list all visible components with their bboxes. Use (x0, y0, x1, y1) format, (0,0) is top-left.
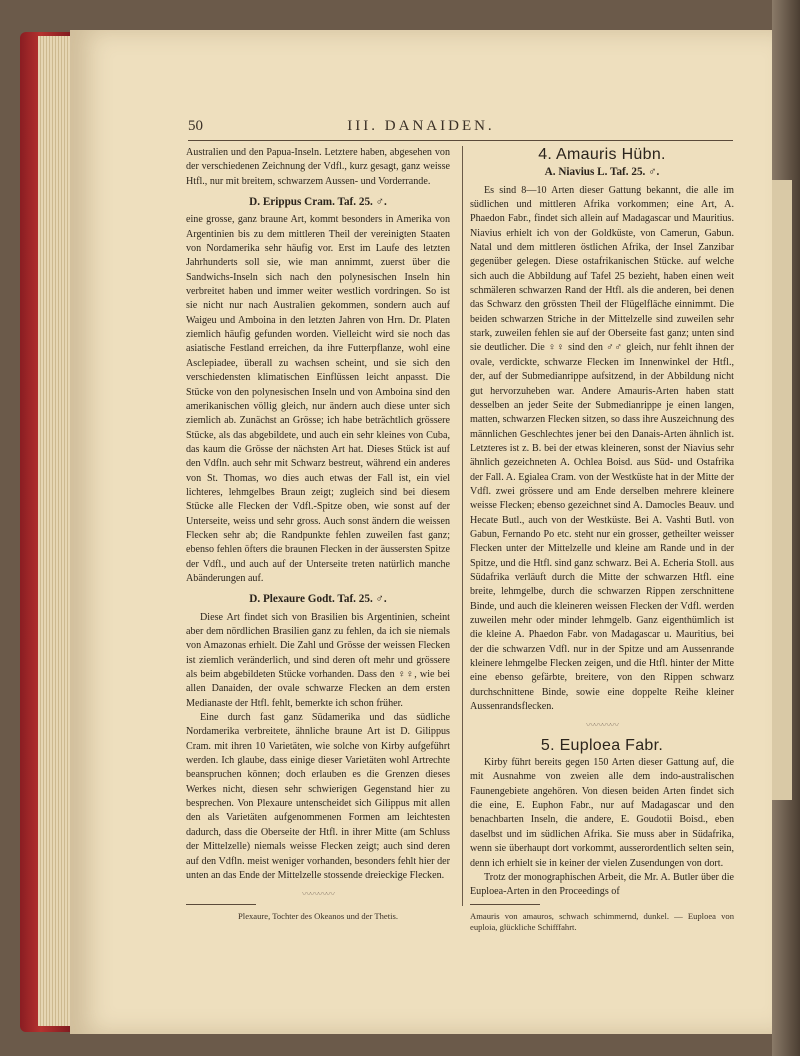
right-column (470, 146, 734, 900)
paragraph: Es sind 8—10 Arten dieser Gattung bekannt, die alle im südlichen und mittleren Afrika vorkommen; eine Art, A. Phaedon Fabr., findet sich allein auf Madagascar und Mauritius. Niavius erhielt ich von der Goldküste, von Camerun, Gabun. Natal und dem mittleren östlichen Afrika, der Insel Zanzibar gegenüber gelegen. Diese ostafrikanischen Stücke. auf welche sich auch die Abbildung auf Tafel 25 bezieht, haben einen weit schmäleren schwarzen Rand der Htfl. als die anderen, bei denen das Schwarz den grössten Theil der Flügelfläche einnimmt. Die beiden schwarzen Striche in der Mittelzelle sind zuweilen sehr stark, zuweilen fehlen sie auf der Oberseite fast ganz; unten sind sie deutlicher. Die ♀♀ sind den ♂♂ gleich, nur fehlt ihnen der ovale, verdickte, schwarze Flecken im Innenwinkel der Htfl., der, auf der Submedianrippe aufsitzend, in der Abbildung nicht gut hervorzuheben war. Andere Amauris-Arten haben statt desselben an jeder Seite der Submedianrippe je einen langen, matten, schwarzen Flecken sitzen, so dass ihre Auszeichnung des männlichen Geschlechtes jener bei den Danais-Arten ähnlich ist. Letzteres ist z. B. bei der etwas kleineren, sonst der Niavius sehr ähnlich gezeichneten A. Ochlea Boisd. aus Süd- und Ostafrika der Fall. A. Egialea Cram. von der Westküste hat in der Mitte der Vdfl. zwei grössere und am Ende derselben mehrere kleinere weisse Flecken; ebenso gezeichnet sind A. Damocles Beauv. und Hecate Butl., auch von der Westküste. Bei A. Vashti Butl. von Gabun, Fernando Po etc. steht nur ein grosser, getheilter weisser Flecken unter der Mittelzelle und kleine am Rande und in der Spitze, und die Htfl. sind ganz schwarz. Bei A. Echeria Stoll. aus Südafrika verläuft durch die Mitte der schwarzen Htfl. eine breite, lehmgelbe, durch die schwarzen Rippen zerschnittene Binde, und auch die kleineren weissen Flecken der Vdfl. werden zuweilen mehr oder minder lehmgelb. Ganz eigenthümlich ist die kleine A. Phaedon Fabr. von Madagascar u. Mauritius, bei der die schwarzen Vdfl. nur in der Spitze und am Aussenrande kleinere lehmgelbe Flecken zeigen, und die Htfl. hinter der Mitte eine ebenso gefärbte, breitere, von den Rippen schwarz durchschnittene Binde, sowie eine doppelte Reihe kleiner Aussenrandsflecken. (470, 184, 734, 713)
paragraph: Kirby führt bereits gegen 150 Arten dieser Gattung auf, die mit Ausnahme von zweien alle dem indo-australischen Faunengebiete angehören. Von diesen beiden Arten findet sich die eine, E. Euphon Fabr., nur auf Madagascar und den benachbarten Inseln, die andere, E. Goudotii Boisd., eben daselbst und im südlichen Afrika. Sie muss aber in Südafrika, wenn sie überhaupt dort vorkommt, ausserordentlich selten sein, denn ich erhielt sie in keiner der vielen Zusendungen von dort. (470, 757, 734, 869)
species-heading: D. Plexaure Godt. Taf. 25. ♂. (249, 593, 387, 606)
column-divider (462, 146, 463, 906)
species-heading: D. Erippus Cram. Taf. 25. ♂. (249, 196, 387, 209)
species-heading: A. Niavius L. Taf. 25. ♂. (544, 166, 660, 179)
page-header (70, 118, 772, 136)
genus-heading: 5. Euploea Fabr. (540, 736, 664, 754)
left-column (186, 146, 450, 908)
paragraph: Trotz der monographischen Arbeit, die Mr. A. Butler über die Euploea-Arten in den Proceedings of (470, 871, 734, 898)
paragraph: Eine durch fast ganz Südamerika und das südliche Nordamerika verbreitete, ähnliche braune Art ist D. Gilippus Cram. mit ihren 10 Varietäten, wie solche von Kirby aufgeführt werden. Ich glaube, dass einige dieser Varietäten wohl Artrechte beanspruchen können; doch erlauben es die Grenzen dieses Werkes nicht, diesen sehr schwierigen Gegenstand hier zu besprechen. Von Plexaure untenscheidet sich Gilippus mit allen den als Varietäten aufgenommenen Formen am leichtesten dadurch, dass die Oberseite der Htfl. in ihrer Mitte (am Schluss der Mittelzelle) niemals weisse Flecken zeigt; auch sind deren auf den Vdfln. meist weniger vorhanden, besonders fehlt hier der unten an das Ende der Mittelzelle stossende dreieckige Flecken. (186, 712, 450, 881)
header-rule (188, 140, 733, 141)
footnote-text: Amauris von amauros, schwach schimmernd, dunkel. — Euploea von euploia, glückliche Schifffahrt. (470, 911, 734, 932)
footnote-left (186, 904, 450, 922)
running-title: III. DANAIDEN. (347, 118, 495, 134)
footnote-rule (470, 904, 540, 905)
footnote-right (470, 904, 734, 933)
page-number: 50 (188, 118, 203, 134)
paragraph: Diese Art findet sich von Brasilien bis Argentinien, scheint aber dem nördlichen Brasilien ganz zu fehlen, da ich sie niemals von Amazonas erhielt. Die Zahl und Grösse der weissen Flecken ist ziemlich veränderlich, und sind deren oft mehr und grössere als beim abgebildeten Stücke vorhanden. Dass den ♀♀, wie bei allen Danaiden, der ovale schwarze Flecken an dem ersten Medianaste der Htfl. fehlt, bemerkte ich schon früher. (186, 611, 450, 709)
footnote-text: Plexaure, Tochter des Okeanos und der Thetis. (238, 911, 398, 921)
paragraph: Australien und den Papua-Inseln. Letztere haben, abgesehen von der verschiedenen Zeichnung der Vdfl., kurz gesagt, ganz weisse Htfl., nur mit breitem, schwarzem Aussen- und Vorderrande. (186, 147, 450, 187)
footnote-rule (186, 904, 256, 905)
next-page-strip (772, 180, 792, 800)
section-ornament: 〰〰〰〰 (585, 720, 618, 731)
paragraph: eine grosse, ganz braune Art, kommt besonders in Amerika von Argentinien bis zu dem mittleren Theil der vereinigten Staaten von Nordamerika sehr häufig vor. Erst im Laufe des letzten Jahrhunderts soll sie, wie man annimmt, zuerst über die Sandwichs-Inseln sich nach den polynesischen Inseln hin verbreitet haben und immer weiter westlich vordringen. So ist sie nicht nur nach Australien gekommen, sondern auch auf Waigeu und Amboina in den letzten Jahren von Hrn. Dr. Platen ziemlich häufig gefunden worden. Vielleicht wird sie noch das asiatische Festland erreichen, da ihre Futterpflanze, wohl eine Asclepiadee, überall zu wachsen scheint, und sie sich den verschiedensten klimatischen Einflüssen leicht anpasst. Die Stücke von den polynesischen Inseln und von Amboina sind den amerikanischen völlig gleich, nur ändern auch diese unter sich ziemlich ab. Zunächst an Grösse; ich habe beträchtlich grössere Stücke, als das abgebildete, und auch ein sehr kleines von Cuba, das kaum die Grösse der nächsten Art hat. Dieses Stück ist auf den Vdfln. auch sehr mit Schwarz bestreut, während ein anderes von St. Thomas, wo dies auch etwas der Fall ist, ein viel lichteres, lehmgelbes Braun zeigt; zugleich sind bei diesem Stücke alle Flecken der Vdfl.-Spitze oben, wie sonst auf der Unterseite, weiss und sehr gross. Auch sonst ändern die weissen Flecken sehr ab; die Randpunkte fehlen zuweilen fast ganz; ebenso fehlen öfters die braunen Flecken in der äussersten Spitze der Vdfl., und auch auf der Unterseite treten natürlich manche Abänderungen auf. (186, 214, 450, 584)
section-ornament: 〰〰〰〰 (301, 889, 334, 900)
genus-heading: 4. Amauris Hübn. (538, 146, 666, 163)
